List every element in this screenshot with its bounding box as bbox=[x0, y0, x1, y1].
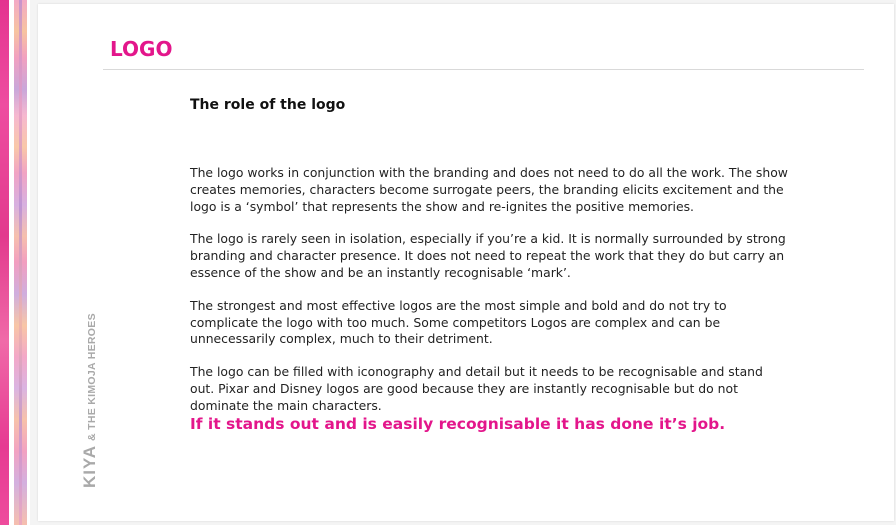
decorative-stripe-magenta bbox=[0, 0, 9, 525]
decorative-stripe-fine bbox=[27, 0, 30, 525]
header-divider bbox=[103, 69, 864, 70]
paragraph-3: The strongest and most effective logos are the most simple and bold and do not try to complicate the logo with too much. Some competitors Logos are complex and can be unnecessarily complex, much to their detriment. bbox=[190, 297, 727, 347]
section-heading: The role of the logo bbox=[190, 97, 346, 113]
paragraph-4: The logo can be filled with iconography and detail but it needs to be recognisable and stand out. Pixar and Disney logos are good because they are instantly recognisable but do not dominate the main characters. bbox=[190, 364, 763, 413]
brand-name: KIYA bbox=[80, 444, 99, 488]
brand-logotype bbox=[80, 313, 100, 488]
brand-tagline: & THE KIMOJA HEROES bbox=[86, 313, 98, 441]
page-title: LOGO bbox=[110, 37, 173, 61]
paragraph-1: The logo works in conjunction with the branding and does not need to do all the work. The show creates memories, characters become surrogate peers, the branding elicits excitement and the logo is a ‘symbol’ that represents the show and re-ignites the positive memories. bbox=[190, 165, 788, 214]
callout-statement: If it stands out and is easily recognisable it has done it’s job. bbox=[190, 415, 726, 433]
paragraph-2: The logo is rarely seen in isolation, especially if you’re a kid. It is normally surrounded by strong branding and character presence. It does not need to repeat the work that they do but carry an essence of the show and be an instantly recognisable ‘mark’. bbox=[190, 231, 786, 280]
body-text bbox=[190, 165, 790, 431]
decorative-stripe-pastel bbox=[14, 0, 27, 525]
